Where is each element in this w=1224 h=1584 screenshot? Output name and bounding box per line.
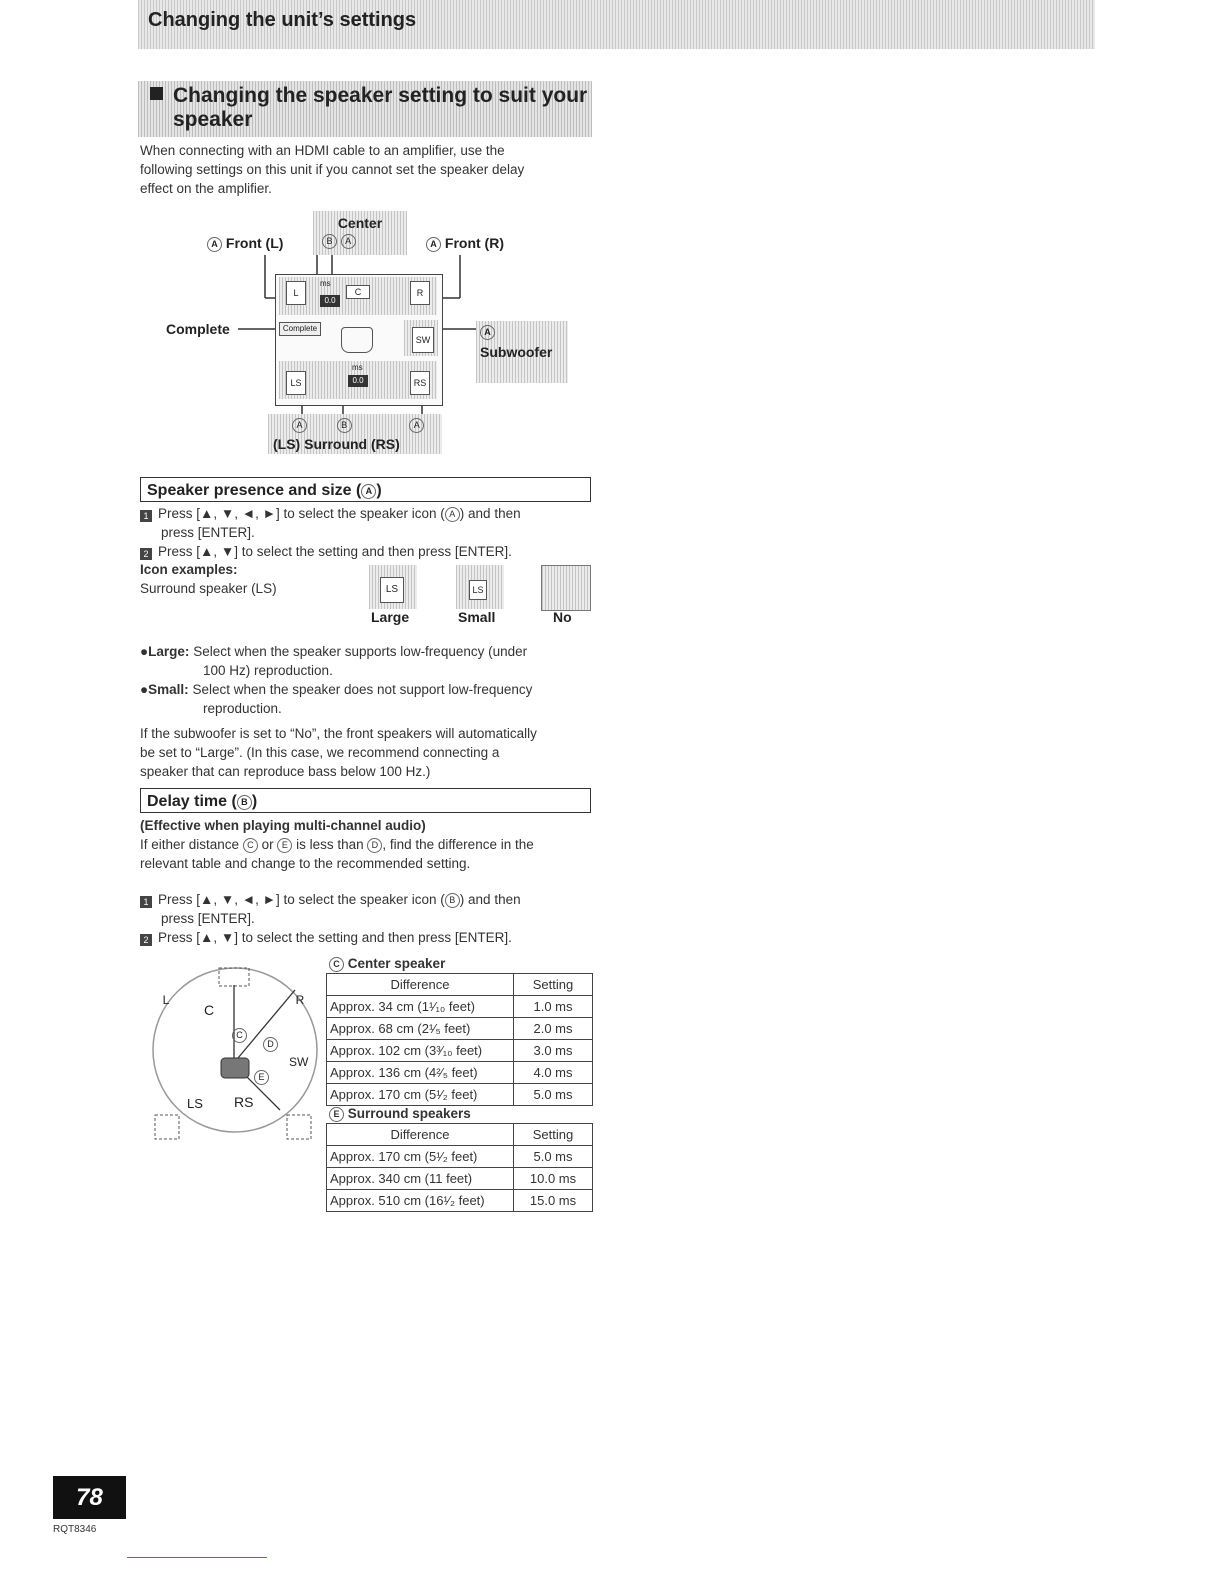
surround-speaker-table: [326, 1123, 593, 1212]
front-r-label: A Front (R): [426, 235, 504, 252]
speaker-c[interactable]: C: [346, 285, 370, 299]
label-large: Large: [371, 609, 410, 625]
table-row: Approx. 340 cm (11 feet) 10.0 ms: [327, 1168, 593, 1190]
speaker-setup-screen: [275, 274, 443, 406]
marker-c-icon: C: [243, 838, 258, 853]
marker-a-icon: A: [361, 484, 376, 499]
room-marker-e: E: [254, 1068, 269, 1086]
room-r: R: [295, 993, 305, 1007]
speaker-r[interactable]: R: [410, 281, 430, 305]
presence-heading: Speaker presence and size ( A ): [140, 477, 591, 502]
intro-paragraph: When connecting with an HDMI cable to an amplifier, use the following settings on this unit if you cannot set the speaker delay effect on the amplifier.: [140, 143, 525, 196]
room-c: C: [204, 1002, 215, 1018]
table-row: Approx. 136 cm (4²⁄₅ feet) 4.0 ms: [327, 1062, 593, 1084]
marker-b-icon: B: [337, 418, 352, 433]
surround-table-title: E Surround speakers: [329, 1104, 471, 1123]
subwoofer-marker: [480, 323, 495, 340]
delay-heading: Delay time ( B ): [140, 788, 591, 813]
table-row: Approx. 68 cm (2¹⁄₅ feet) 2.0 ms: [327, 1018, 593, 1040]
delay-explanation: If either distance C or E is less than D , find the difference in the relevant table and change to the recommended setting.: [140, 837, 534, 871]
ms-label: ms: [352, 363, 363, 372]
delay-steps: 1 Press [▲, ▼, ◄, ►] to select the speaker icon ( B ) and then press [ENTER]. 2 Press [▲, ▼] to select the setting and then press [ENTER].: [140, 890, 600, 947]
section-heading: Changing the speaker setting to suit your speaker: [150, 84, 590, 132]
marker-a-icon: A: [207, 237, 222, 252]
label-small: Small: [458, 609, 496, 625]
table-row: Approx. 34 cm (1¹⁄₁₀ feet) 1.0 ms: [327, 996, 593, 1018]
icon-small: LS: [469, 580, 487, 600]
square-bullet-icon: [150, 87, 163, 100]
delay-subheading: (Effective when playing multi-channel audio): [140, 818, 426, 833]
table-header-row: Difference Setting: [327, 1124, 593, 1146]
marker-a-icon: A: [426, 237, 441, 252]
center-label: Center: [337, 215, 383, 231]
marker-a-icon: A: [341, 234, 356, 249]
icon-no: [541, 565, 591, 611]
page-header-title: Changing the unit’s settings: [148, 9, 417, 31]
center-markers: [322, 233, 356, 249]
marker-c-icon: C: [329, 957, 344, 972]
ms-label: ms: [320, 279, 331, 288]
center-speaker-table: [326, 973, 593, 1106]
marker-a-icon: A: [409, 418, 424, 433]
center-delay-value[interactable]: 0.0: [320, 295, 340, 307]
complete-label: Complete: [166, 321, 230, 337]
marker-a-icon: A: [445, 507, 460, 522]
marker-b-icon: B: [445, 893, 460, 908]
room-ls: LS: [187, 1096, 203, 1111]
table-row: Approx. 510 cm (16¹⁄₂ feet) 15.0 ms: [327, 1190, 593, 1212]
listener-seat-icon: [341, 327, 373, 353]
speaker-rs[interactable]: RS: [410, 371, 430, 395]
table-header-row: Difference Setting: [327, 974, 593, 996]
icon-large: LS: [380, 577, 404, 603]
surround-delay-value[interactable]: 0.0: [348, 375, 368, 387]
table-row: Approx. 170 cm (5¹⁄₂ feet) 5.0 ms: [327, 1146, 593, 1168]
size-definitions: ●Large: Select when the speaker supports low-frequency (under 100 Hz) reproduction. ●Small: Select when the speaker does not support low-frequency reproduction.: [140, 644, 533, 716]
speaker-ls[interactable]: LS: [286, 371, 306, 395]
surround-speaker-ls-label: Surround speaker (LS): [140, 581, 277, 596]
room-l: L: [162, 993, 170, 1007]
marker-e-icon: E: [329, 1107, 344, 1122]
surround-markers: [292, 417, 442, 433]
footer-rule: [127, 1557, 267, 1558]
marker-b-icon: B: [237, 795, 252, 810]
step-2-icon: 2: [140, 548, 152, 560]
complete-button[interactable]: Complete: [279, 322, 321, 336]
subwoofer-note: If the subwoofer is set to “No”, the front speakers will automatically be set to “Large”. (In this case, we recommend connecting a speaker that can reproduce bass below 100 Hz.): [140, 726, 537, 779]
room-sw: SW: [289, 1055, 309, 1069]
room-marker-c: C: [232, 1026, 247, 1044]
table-row: Approx. 102 cm (3³⁄₁₀ feet) 3.0 ms: [327, 1040, 593, 1062]
presence-steps: 1 Press [▲, ▼, ◄, ►] to select the speaker icon ( A ) and then press [ENTER]. 2 Press [▲, ▼] to select the setting and then press [ENTER].: [140, 504, 600, 561]
page-number: 78: [53, 1476, 126, 1519]
subwoofer-label: Subwoofer: [480, 344, 553, 360]
marker-b-icon: B: [322, 234, 337, 249]
marker-a-icon: A: [480, 325, 495, 340]
icon-examples-label: Icon examples:: [140, 562, 238, 577]
marker-d-icon: D: [367, 838, 382, 853]
table-row: Approx. 170 cm (5¹⁄₂ feet) 5.0 ms: [327, 1084, 593, 1106]
room-rs: RS: [234, 1094, 254, 1110]
step-2-icon: 2: [140, 934, 152, 946]
step-1-icon: 1: [140, 896, 152, 908]
center-table-title: C Center speaker: [329, 954, 445, 973]
front-l-label: A Front (L): [207, 235, 283, 252]
step-1-icon: 1: [140, 510, 152, 522]
surround-label: (LS) Surround (RS): [273, 436, 400, 452]
model-code: RQT8346: [53, 1524, 97, 1535]
marker-e-icon: E: [277, 838, 292, 853]
speaker-sw[interactable]: SW: [412, 327, 434, 353]
speaker-l[interactable]: L: [286, 281, 306, 305]
label-no: No: [553, 609, 572, 625]
marker-a-icon: A: [292, 418, 307, 433]
room-marker-d: D: [263, 1035, 278, 1053]
